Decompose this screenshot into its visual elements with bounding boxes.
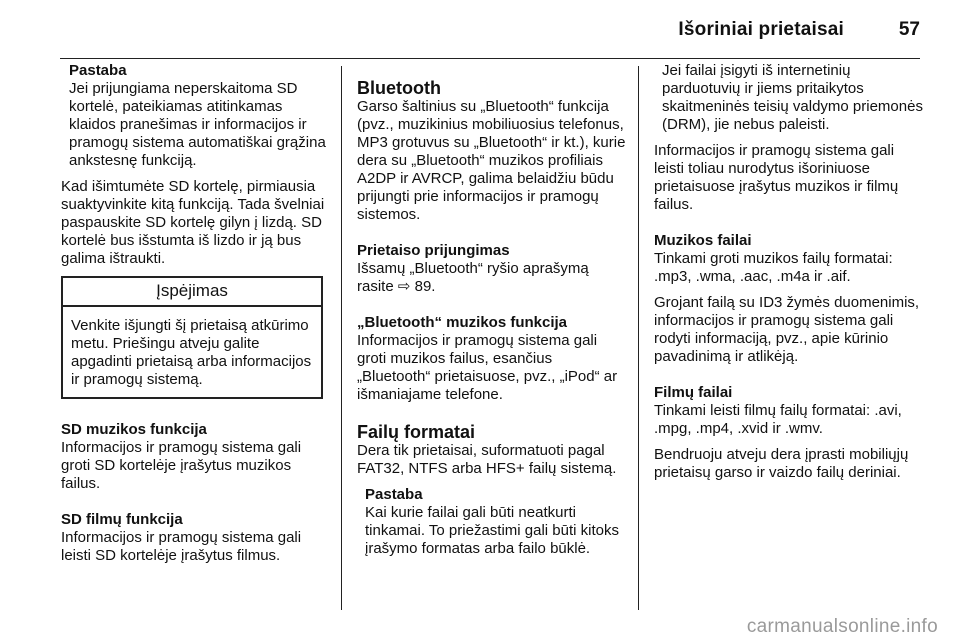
- column-divider-1: [341, 66, 342, 610]
- connect-text: [357, 260, 627, 296]
- bluetooth-text: Garso šaltinius su „Bluetooth“ funkcija (pvz., muzikinius mobiliuosius telefonus, MP3 grotuvus su „Bluetooth“ ir kt.), kurie dera su „Bluetooth“ muzikos profiliais A2DP ir AVRCP, galima belaidžiu būdu prijungti prie informacijos ir pramogų sistemos.: [357, 98, 626, 223]
- header-divider: [60, 58, 920, 59]
- note-block: [61, 62, 327, 170]
- column-3: [654, 62, 926, 490]
- connect-text-prefix: Išsamų „Bluetooth“ ryšio aprašymą rasite: [357, 260, 589, 295]
- note-block-2: [357, 486, 627, 558]
- supported-files-intro: Informacijos ir pramogų sistema gali leisti toliau nurodytus išoriniuose prietaisuose įrašytus muzikos ir filmų failus.: [654, 142, 899, 213]
- column-1: [61, 62, 327, 573]
- music-files-text: Tinkami groti muzikos failų formatai: .mp3, .wma, .aac, .m4a ir .aif.: [654, 250, 893, 285]
- warning-title: Įspėjimas: [63, 278, 321, 307]
- compat-text: Bendruoju atveju dera įprasti mobiliųjų prietaisų garso ir vaizdo failų deriniai.: [654, 446, 909, 481]
- id3-text: Grojant failą su ID3 žymės duomenimis, informacijos ir pramogų sistema gali rodyti informaciją, pvz., apie kūrinio pavadinimą ir atlikėją.: [654, 294, 920, 365]
- file-formats-text: Dera tik prietaisai, suformatuoti pagal FAT32, NTFS arba HFS+ failų sistemą.: [357, 442, 617, 477]
- note-text-2: Kai kurie failai gali būti neatkurti tinkamai. To priežastimi gali būti kitoks įrašymo formatas arba failo būklė.: [365, 504, 619, 557]
- bluetooth-heading: Bluetooth: [357, 78, 441, 98]
- page-title: Išoriniai prietaisai: [678, 19, 844, 40]
- note-title-2: Pastaba: [365, 486, 423, 503]
- watermark: carmanualsonline.info: [746, 616, 938, 637]
- bt-music-text: Informacijos ir pramogų sistema gali groti muzikos failus, esančius „Bluetooth“ prietaisuose, pvz., „iPod“ ar išmaniajame telefone.: [357, 332, 618, 403]
- bt-music-heading: „Bluetooth“ muzikos funkcija: [357, 314, 568, 331]
- column-divider-2: [638, 66, 639, 610]
- column-2: [357, 62, 627, 566]
- note-text: Jei prijungiama neperskaitoma SD kortelė, pateikiamas atitinkamas klaidos pranešimas ir informacijos ir pramogų sistema automatiškai grąžina ankstesnę funkciją.: [69, 80, 326, 169]
- sd-movie-text: Informacijos ir pramogų sistema gali leisti SD kortelėje įrašytus filmus.: [61, 529, 302, 564]
- note-continuation: [654, 62, 926, 134]
- connect-heading: Prietaiso prijungimas: [357, 242, 510, 259]
- sd-music-text: Informacijos ir pramogų sistema gali groti SD kortelėje įrašytus muzikos failus.: [61, 439, 302, 492]
- note-title: Pastaba: [69, 62, 127, 79]
- movie-files-heading: Filmų failai: [654, 384, 733, 401]
- page-ref-arrow-icon: ⇨: [397, 278, 411, 295]
- page-header: [0, 0, 960, 60]
- warning-box: [61, 276, 323, 399]
- file-formats-heading: Failų formatai: [357, 422, 476, 442]
- warning-text: Venkite išjungti šį prietaisą atkūrimo metu. Priešingu atveju galite apgadinti prietaisą arba informacijos ir pramogų sistemą.: [71, 317, 312, 388]
- page-ref-link[interactable]: 89.: [414, 278, 436, 295]
- sd-music-heading: SD muzikos funkcija: [61, 421, 207, 438]
- movie-files-text: Tinkami leisti filmų failų formatai: .avi, .mpg, .mp4, .xvid ir .wmv.: [654, 402, 902, 437]
- sd-eject-paragraph: Kad išimtumėte SD kortelę, pirmiausia suaktyvinkite kitą funkciją. Tada švelniai paspauskite SD kortelę gilyn į lizdą. SD kortelė bus išstumta iš lizdo ir ją bus galima ištraukti.: [61, 178, 325, 267]
- page-number: 57: [898, 19, 920, 40]
- music-files-heading: Muzikos failai: [654, 232, 752, 249]
- drm-note-text: Jei failai įsigyti iš internetinių parduotuvių ir jiems pritaikytos skaitmeninės teisių valdymo priemonės (DRM), jie nebus paleisti.: [662, 62, 923, 133]
- sd-movie-heading: SD filmų funkcija: [61, 511, 183, 528]
